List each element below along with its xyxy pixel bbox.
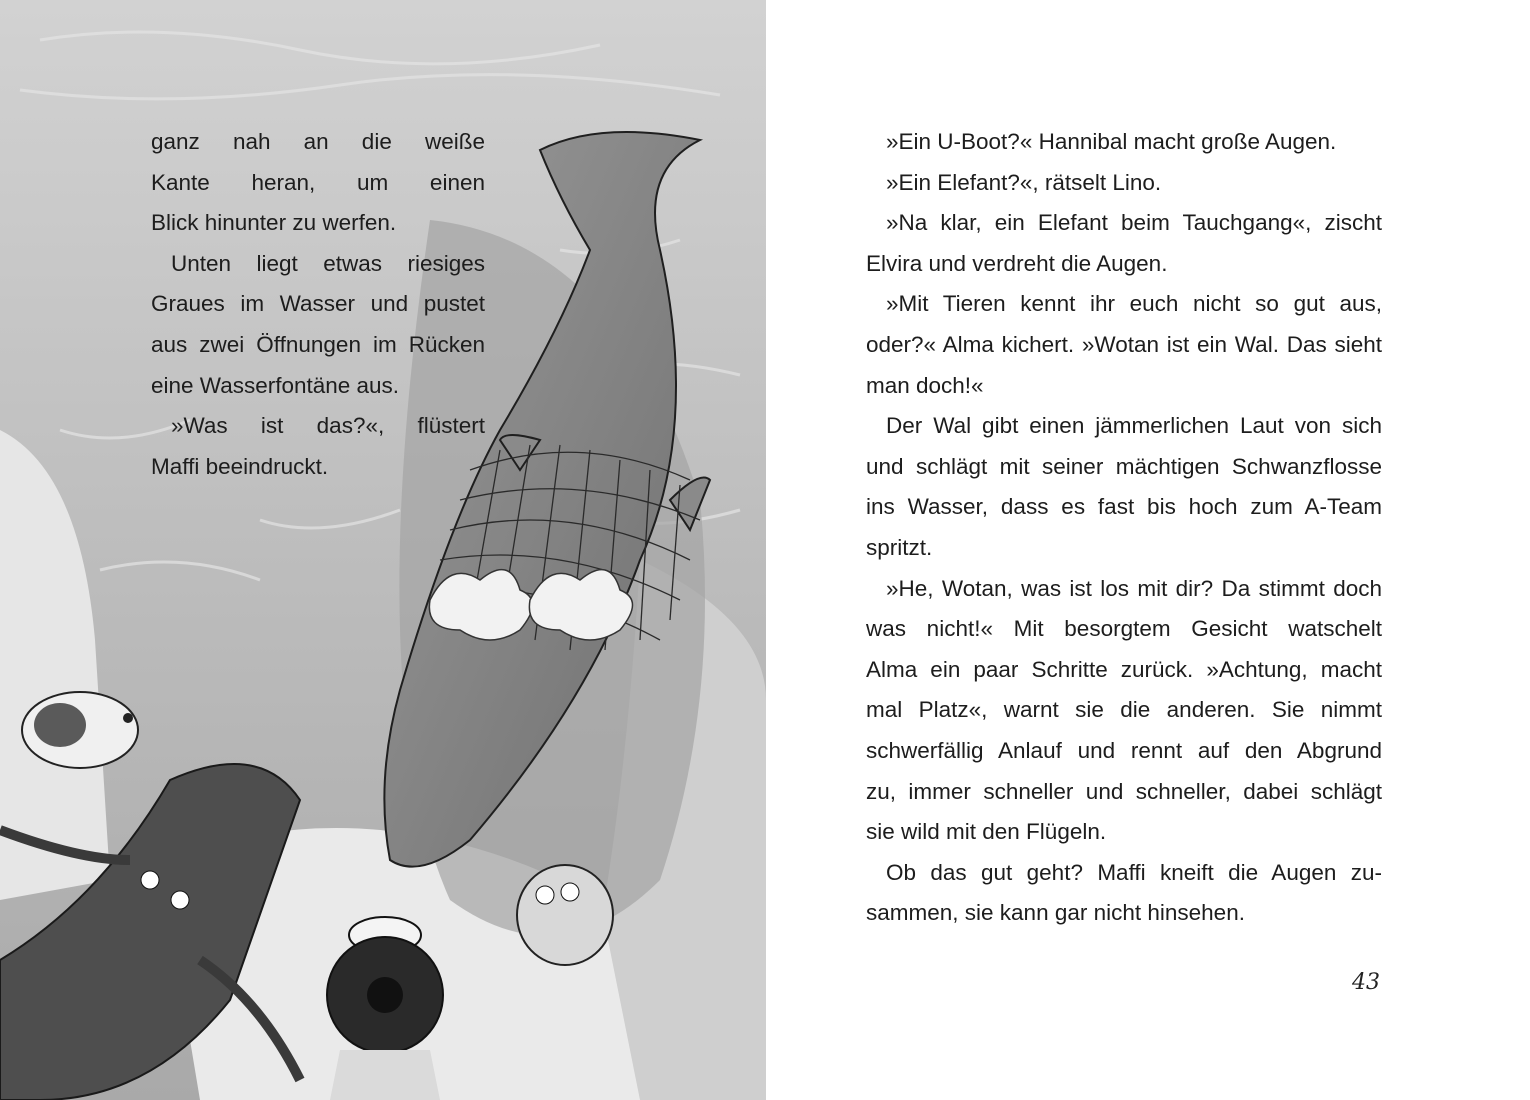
text-line: »Na klar, ein Elefant beim Tauchgang«, zischt [886,210,1382,236]
page-number: 43 [1352,970,1380,995]
text-line: Ob das gut geht? Maffi kneift die Augen zu- [886,859,1382,885]
text-line: schwerfällig Anlauf und rennt auf den Abgrund [866,737,1382,763]
guinea-pig [22,692,138,768]
text-line: Der Wal gibt einen jämmerlichen Laut von sich [886,413,1382,439]
text-line: Elvira und verdreht die Augen. [866,250,1168,276]
text-line: sie wild mit den Flügeln. [866,819,1107,845]
text-line: oder?« Alma kichert. »Wotan ist ein Wal. Das sieht [866,331,1382,357]
owl [517,865,613,965]
text-line: ins Wasser, dass es fast bis hoch zum A-Team [866,494,1382,520]
text-line: spritzt. [866,534,933,560]
text-line: aus zwei Öffnungen im Rücken [151,331,485,357]
text-line: Maffi beeindruckt. [151,453,329,479]
right-page-text [866,122,1382,934]
text-line: sammen, sie kann gar nicht hinsehen. [866,900,1245,926]
text-line: mal Platz«, warnt sie die anderen. Sie nimmt [866,697,1382,723]
text-line: »He, Wotan, was ist los mit dir? Da stimmt doch [886,575,1382,601]
text-line: »Ein Elefant?«, rätselt Lino. [886,169,1162,195]
text-line: und schlägt mit seiner mächtigen Schwanzflosse [866,453,1382,479]
text-line: Unten liegt etwas riesiges [171,250,485,276]
text-line: Alma ein paar Schritte zurück. »Achtung, macht [866,656,1382,682]
text-line: man doch!« [866,372,984,398]
text-line: zu, immer schneller und schneller, dabei schlägt [866,778,1382,804]
left-page-text [151,122,485,487]
text-line: was nicht!« Mit besorgtem Gesicht watschelt [866,616,1382,642]
text-line: eine Wasserfontäne aus. [151,372,400,398]
text-line: »Was ist das?«, flüstert [171,413,485,439]
text-line: Blick hinunter zu werfen. [151,210,397,236]
text-line: Kante heran, um einen [151,169,485,195]
text-line: »Ein U-Boot?« Hannibal macht große Augen. [886,129,1337,154]
text-line: Graues im Wasser und pustet [151,291,485,317]
text-line: »Mit Tieren kennt ihr euch nicht so gut aus, [886,291,1382,317]
text-line: ganz nah an die weiße [151,129,485,154]
